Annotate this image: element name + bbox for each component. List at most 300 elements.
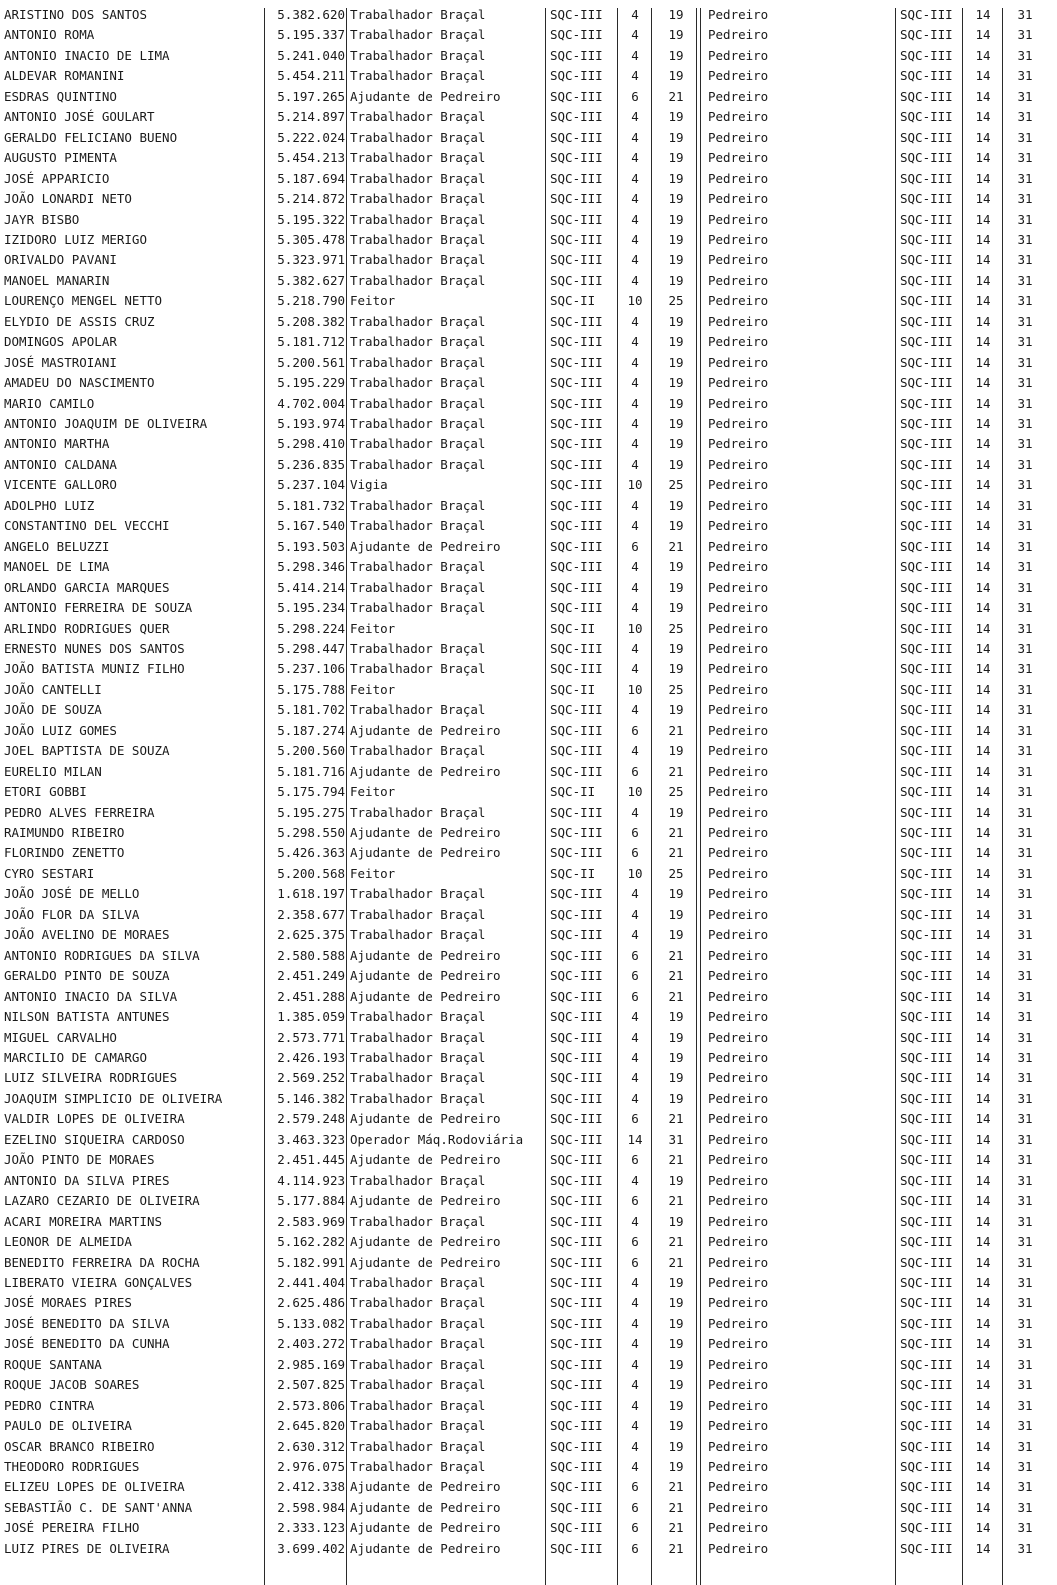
new-reference: SQC-III — [900, 927, 953, 943]
registration-number: 5.181.702 — [277, 702, 345, 718]
new-grade: 31 — [1017, 416, 1033, 431]
new-reference: SQC-III — [900, 477, 953, 493]
new-grade: 31 — [1017, 272, 1033, 288]
new-level: 14 — [975, 191, 991, 206]
employee-name: JOSÉ BENEDITO DA CUNHA — [4, 1336, 170, 1352]
table-row — [0, 1416, 1057, 1436]
new-level: 14 — [975, 27, 991, 43]
current-reference: SQC-III — [550, 1356, 603, 1372]
current-role: Trabalhador Braçal — [350, 743, 486, 759]
table-row — [0, 250, 1057, 270]
current-grade: 25 — [668, 477, 684, 493]
registration-number: 4.702.004 — [277, 395, 345, 411]
new-grade: 31 — [1017, 252, 1033, 268]
current-role: Trabalhador Braçal — [350, 211, 486, 227]
new-level: 14 — [975, 68, 991, 84]
employee-name: LIBERATO VIEIRA GONÇALVES — [4, 1274, 193, 1290]
current-reference: SQC-III — [550, 129, 603, 145]
employee-name: JOÃO AVELINO DE MORAES — [4, 927, 170, 943]
current-role: Ajudante de Pedreiro — [350, 1499, 501, 1515]
new-level: 14 — [975, 231, 991, 247]
table-row — [0, 332, 1057, 352]
new-reference: SQC-III — [900, 1459, 953, 1474]
new-grade: 31 — [1017, 1029, 1033, 1045]
new-grade: 31 — [1017, 1172, 1033, 1188]
new-reference: SQC-III — [900, 743, 953, 759]
new-level: 14 — [975, 804, 991, 820]
current-reference: SQC-III — [550, 579, 603, 595]
current-grade: 19 — [668, 1213, 684, 1229]
current-grade: 25 — [668, 681, 684, 697]
current-role: Feitor — [350, 681, 396, 697]
new-grade: 31 — [1017, 109, 1033, 125]
new-reference: SQC-III — [900, 1009, 953, 1024]
new-grade: 31 — [1017, 1050, 1033, 1065]
employee-name: ANTONIO DA SILVA PIRES — [4, 1172, 170, 1188]
current-grade: 21 — [668, 1152, 684, 1168]
new-level: 14 — [975, 1213, 991, 1229]
current-grade: 21 — [668, 538, 684, 554]
current-grade: 21 — [668, 968, 684, 984]
current-role: Feitor — [350, 865, 396, 881]
new-level: 14 — [975, 1438, 991, 1454]
current-grade: 25 — [668, 784, 684, 800]
current-level: 4 — [631, 7, 639, 22]
current-level: 4 — [631, 1356, 639, 1372]
table-row — [0, 557, 1057, 577]
current-grade: 19 — [668, 109, 684, 125]
current-grade: 21 — [668, 845, 684, 861]
new-reference: SQC-III — [900, 150, 953, 166]
new-role: Pedreiro — [708, 865, 769, 881]
table-row — [0, 25, 1057, 45]
new-grade: 31 — [1017, 68, 1033, 84]
new-role: Pedreiro — [708, 1111, 769, 1127]
new-grade: 31 — [1017, 1234, 1033, 1249]
new-reference: SQC-III — [900, 1213, 953, 1229]
registration-number: 5.426.363 — [277, 845, 345, 861]
new-reference: SQC-III — [900, 763, 953, 779]
new-role: Pedreiro — [708, 1356, 769, 1372]
new-grade: 31 — [1017, 27, 1033, 43]
new-reference: SQC-III — [900, 804, 953, 820]
employee-name: ANTONIO RODRIGUES DA SILVA — [4, 947, 200, 963]
new-reference: SQC-III — [900, 1336, 953, 1352]
current-level: 4 — [631, 640, 639, 656]
table-row — [0, 1130, 1057, 1150]
current-role: Ajudante de Pedreiro — [350, 763, 501, 779]
current-level: 10 — [627, 293, 643, 309]
new-grade: 31 — [1017, 191, 1033, 206]
registration-number: 5.200.561 — [277, 354, 345, 370]
current-level: 4 — [631, 416, 639, 431]
employee-name: MIGUEL CARVALHO — [4, 1029, 117, 1045]
current-reference: SQC-III — [550, 313, 603, 329]
employee-name: ANTONIO JOSÉ GOULART — [4, 109, 155, 125]
current-level: 6 — [631, 1540, 639, 1556]
current-role: Trabalhador Braçal — [350, 395, 486, 411]
table-row — [0, 1150, 1057, 1170]
employee-name: JOÃO DE SOUZA — [4, 702, 102, 718]
registration-number: 2.573.771 — [277, 1029, 345, 1045]
new-reference: SQC-III — [900, 702, 953, 718]
registration-number: 5.182.991 — [277, 1254, 345, 1270]
new-level: 14 — [975, 743, 991, 759]
table-row — [0, 434, 1057, 454]
new-level: 14 — [975, 518, 991, 534]
current-reference: SQC-III — [550, 354, 603, 370]
new-reference: SQC-III — [900, 7, 953, 22]
new-grade: 31 — [1017, 1520, 1033, 1536]
new-grade: 31 — [1017, 600, 1033, 615]
table-row — [0, 496, 1057, 516]
employee-name: LUIZ SILVEIRA RODRIGUES — [4, 1070, 178, 1086]
table-row — [0, 1498, 1057, 1518]
current-role: Ajudante de Pedreiro — [350, 1254, 501, 1270]
current-level: 14 — [627, 1131, 643, 1147]
current-grade: 19 — [668, 559, 684, 575]
current-reference: SQC-III — [550, 1479, 603, 1495]
current-role: Ajudante de Pedreiro — [350, 722, 501, 738]
current-role: Trabalhador Braçal — [350, 436, 486, 452]
current-role: Trabalhador Braçal — [350, 456, 486, 472]
current-role: Trabalhador Braçal — [350, 313, 486, 329]
current-reference: SQC-III — [550, 1295, 603, 1311]
employee-name: AUGUSTO PIMENTA — [4, 150, 117, 166]
new-reference: SQC-III — [900, 988, 953, 1004]
current-level: 4 — [631, 927, 639, 943]
current-level: 6 — [631, 88, 639, 104]
current-level: 4 — [631, 1295, 639, 1311]
new-level: 14 — [975, 1499, 991, 1515]
employee-name: ALDEVAR ROMANINI — [4, 68, 125, 84]
current-level: 6 — [631, 947, 639, 963]
employee-name: GERALDO FELICIANO BUENO — [4, 129, 178, 145]
current-reference: SQC-III — [550, 1459, 603, 1474]
current-reference: SQC-III — [550, 1029, 603, 1045]
table-row — [0, 66, 1057, 86]
table-row — [0, 884, 1057, 904]
new-grade: 31 — [1017, 804, 1033, 820]
current-level: 6 — [631, 1479, 639, 1495]
new-role: Pedreiro — [708, 1234, 769, 1249]
current-grade: 21 — [668, 988, 684, 1004]
new-level: 14 — [975, 7, 991, 22]
new-reference: SQC-III — [900, 1520, 953, 1536]
new-grade: 31 — [1017, 47, 1033, 63]
current-grade: 19 — [668, 1377, 684, 1393]
employee-name: ADOLPHO LUIZ — [4, 497, 95, 513]
new-level: 14 — [975, 1459, 991, 1474]
table-row — [0, 905, 1057, 925]
employee-name: PEDRO ALVES FERREIRA — [4, 804, 155, 820]
new-grade: 31 — [1017, 1070, 1033, 1086]
current-level: 4 — [631, 600, 639, 615]
registration-number: 5.175.788 — [277, 681, 345, 697]
registration-number: 3.463.323 — [277, 1131, 345, 1147]
new-role: Pedreiro — [708, 559, 769, 575]
new-role: Pedreiro — [708, 456, 769, 472]
current-role: Trabalhador Braçal — [350, 1295, 486, 1311]
current-grade: 19 — [668, 354, 684, 370]
employee-name: ANTONIO INACIO DE LIMA — [4, 47, 170, 63]
registration-number: 5.305.478 — [277, 231, 345, 247]
current-role: Trabalhador Braçal — [350, 1070, 486, 1086]
table-row — [0, 1334, 1057, 1354]
new-level: 14 — [975, 334, 991, 350]
new-grade: 31 — [1017, 1479, 1033, 1495]
new-role: Pedreiro — [708, 1070, 769, 1086]
current-grade: 19 — [668, 927, 684, 943]
employee-name: ANTONIO CALDANA — [4, 456, 117, 472]
current-reference: SQC-III — [550, 559, 603, 575]
employee-name: ORIVALDO PAVANI — [4, 252, 117, 268]
new-level: 14 — [975, 1540, 991, 1556]
new-level: 14 — [975, 416, 991, 431]
new-grade: 31 — [1017, 497, 1033, 513]
employee-name: NILSON BATISTA ANTUNES — [4, 1009, 170, 1024]
new-level: 14 — [975, 1090, 991, 1106]
current-grade: 19 — [668, 375, 684, 391]
new-reference: SQC-III — [900, 1377, 953, 1393]
new-grade: 31 — [1017, 1356, 1033, 1372]
registration-number: 5.208.382 — [277, 313, 345, 329]
registration-number: 5.298.550 — [277, 825, 345, 840]
new-reference: SQC-III — [900, 1499, 953, 1515]
employee-name: DOMINGOS APOLAR — [4, 334, 117, 350]
registration-number: 5.181.716 — [277, 763, 345, 779]
registration-number: 3.699.402 — [277, 1540, 345, 1556]
registration-number: 5.193.503 — [277, 538, 345, 554]
new-level: 14 — [975, 272, 991, 288]
current-reference: SQC-III — [550, 1274, 603, 1290]
table-row — [0, 721, 1057, 741]
current-reference: SQC-III — [550, 804, 603, 820]
employee-name: ANTONIO INACIO DA SILVA — [4, 988, 178, 1004]
current-level: 4 — [631, 497, 639, 513]
new-level: 14 — [975, 109, 991, 125]
current-grade: 21 — [668, 763, 684, 779]
employee-name: ANTONIO ROMA — [4, 27, 95, 43]
new-role: Pedreiro — [708, 211, 769, 227]
new-role: Pedreiro — [708, 293, 769, 309]
current-reference: SQC-II — [550, 784, 596, 800]
new-role: Pedreiro — [708, 1377, 769, 1393]
employee-name: CONSTANTINO DEL VECCHI — [4, 518, 170, 534]
new-grade: 31 — [1017, 743, 1033, 759]
employee-name: VALDIR LOPES DE OLIVEIRA — [4, 1111, 185, 1127]
current-level: 4 — [631, 1090, 639, 1106]
current-role: Feitor — [350, 293, 396, 309]
new-reference: SQC-III — [900, 600, 953, 615]
current-level: 4 — [631, 354, 639, 370]
current-level: 4 — [631, 1418, 639, 1433]
employee-name: IZIDORO LUIZ MERIGO — [4, 231, 147, 247]
current-role: Feitor — [350, 620, 396, 636]
table-row — [0, 1396, 1057, 1416]
new-level: 14 — [975, 1356, 991, 1372]
current-reference: SQC-III — [550, 416, 603, 431]
new-reference: SQC-III — [900, 518, 953, 534]
employee-name: SEBASTIÃO C. DE SANT'ANNA — [4, 1499, 193, 1515]
new-reference: SQC-III — [900, 129, 953, 145]
new-grade: 31 — [1017, 1131, 1033, 1147]
current-reference: SQC-II — [550, 293, 596, 309]
table-row — [0, 741, 1057, 761]
table-row — [0, 87, 1057, 107]
new-level: 14 — [975, 1111, 991, 1127]
new-role: Pedreiro — [708, 313, 769, 329]
current-level: 4 — [631, 211, 639, 227]
employee-name: JOÃO LONARDI NETO — [4, 191, 132, 206]
current-role: Trabalhador Braçal — [350, 334, 486, 350]
current-level: 4 — [631, 1397, 639, 1413]
new-reference: SQC-III — [900, 1172, 953, 1188]
employee-name: JOSÉ MASTROIANI — [4, 354, 117, 370]
registration-number: 2.333.123 — [277, 1520, 345, 1536]
new-reference: SQC-III — [900, 579, 953, 595]
registration-number: 2.507.825 — [277, 1377, 345, 1393]
employee-name: OSCAR BRANCO RIBEIRO — [4, 1438, 155, 1454]
new-role: Pedreiro — [708, 1295, 769, 1311]
table-row — [0, 230, 1057, 250]
new-grade: 31 — [1017, 129, 1033, 145]
current-role: Trabalhador Braçal — [350, 640, 486, 656]
new-level: 14 — [975, 927, 991, 943]
current-reference: SQC-III — [550, 68, 603, 84]
current-role: Ajudante de Pedreiro — [350, 1193, 501, 1209]
new-reference: SQC-III — [900, 722, 953, 738]
employee-name: JOÃO CANTELLI — [4, 681, 102, 697]
new-grade: 31 — [1017, 88, 1033, 104]
employee-name: JOSÉ BENEDITO DA SILVA — [4, 1315, 170, 1331]
new-role: Pedreiro — [708, 1254, 769, 1270]
table-row — [0, 946, 1057, 966]
current-level: 4 — [631, 1050, 639, 1065]
current-reference: SQC-III — [550, 702, 603, 718]
new-grade: 31 — [1017, 1397, 1033, 1413]
registration-number: 5.218.790 — [277, 293, 345, 309]
new-level: 14 — [975, 129, 991, 145]
current-reference: SQC-III — [550, 456, 603, 472]
employee-name: BENEDITO FERREIRA DA ROCHA — [4, 1254, 200, 1270]
employee-name: JOEL BAPTISTA DE SOUZA — [4, 743, 170, 759]
current-grade: 21 — [668, 1479, 684, 1495]
new-level: 14 — [975, 150, 991, 166]
current-role: Trabalhador Braçal — [350, 1213, 486, 1229]
current-reference: SQC-III — [550, 191, 603, 206]
current-role: Ajudante de Pedreiro — [350, 947, 501, 963]
current-grade: 19 — [668, 313, 684, 329]
new-grade: 31 — [1017, 7, 1033, 22]
current-level: 6 — [631, 1152, 639, 1168]
table-row — [0, 1437, 1057, 1457]
current-role: Trabalhador Braçal — [350, 231, 486, 247]
new-grade: 31 — [1017, 293, 1033, 309]
current-role: Trabalhador Braçal — [350, 1397, 486, 1413]
registration-number: 5.237.104 — [277, 477, 345, 493]
current-grade: 19 — [668, 518, 684, 534]
current-reference: SQC-III — [550, 1254, 603, 1270]
new-level: 14 — [975, 763, 991, 779]
new-level: 14 — [975, 620, 991, 636]
new-reference: SQC-III — [900, 1254, 953, 1270]
current-role: Trabalhador Braçal — [350, 702, 486, 718]
current-role: Trabalhador Braçal — [350, 1418, 486, 1433]
registration-number: 2.441.404 — [277, 1274, 345, 1290]
new-role: Pedreiro — [708, 1213, 769, 1229]
current-role: Trabalhador Braçal — [350, 518, 486, 534]
registration-number: 4.114.923 — [277, 1172, 345, 1188]
table-row — [0, 1375, 1057, 1395]
current-reference: SQC-III — [550, 88, 603, 104]
current-reference: SQC-III — [550, 906, 603, 922]
new-level: 14 — [975, 497, 991, 513]
new-level: 14 — [975, 354, 991, 370]
current-reference: SQC-III — [550, 825, 603, 840]
current-level: 6 — [631, 968, 639, 984]
current-role: Trabalhador Braçal — [350, 7, 486, 22]
new-reference: SQC-III — [900, 1090, 953, 1106]
table-row — [0, 1028, 1057, 1048]
registration-number: 5.298.346 — [277, 559, 345, 575]
current-grade: 19 — [668, 1029, 684, 1045]
new-grade: 31 — [1017, 1438, 1033, 1454]
new-level: 14 — [975, 559, 991, 575]
new-reference: SQC-III — [900, 1111, 953, 1127]
registration-number: 2.569.252 — [277, 1070, 345, 1086]
current-reference: SQC-III — [550, 640, 603, 656]
current-reference: SQC-III — [550, 1152, 603, 1168]
new-role: Pedreiro — [708, 1438, 769, 1454]
new-role: Pedreiro — [708, 497, 769, 513]
current-role: Vigia — [350, 477, 388, 493]
current-grade: 19 — [668, 272, 684, 288]
employee-name: ERNESTO NUNES DOS SANTOS — [4, 640, 185, 656]
new-reference: SQC-III — [900, 886, 953, 902]
table-row — [0, 578, 1057, 598]
new-role: Pedreiro — [708, 47, 769, 63]
employee-name: EZELINO SIQUEIRA CARDOSO — [4, 1131, 185, 1147]
current-role: Trabalhador Braçal — [350, 1459, 486, 1474]
current-level: 6 — [631, 1254, 639, 1270]
table-row — [0, 987, 1057, 1007]
employee-name: AMADEU DO NASCIMENTO — [4, 375, 155, 391]
current-role: Feitor — [350, 784, 396, 800]
new-role: Pedreiro — [708, 1520, 769, 1536]
current-grade: 19 — [668, 1315, 684, 1331]
current-grade: 19 — [668, 640, 684, 656]
current-role: Trabalhador Braçal — [350, 170, 486, 186]
employee-name: MANOEL MANARIN — [4, 272, 110, 288]
current-role: Trabalhador Braçal — [350, 416, 486, 431]
new-grade: 31 — [1017, 1418, 1033, 1433]
table-row — [0, 107, 1057, 127]
new-grade: 31 — [1017, 579, 1033, 595]
new-reference: SQC-III — [900, 231, 953, 247]
employee-name: LEONOR DE ALMEIDA — [4, 1234, 132, 1249]
current-role: Trabalhador Braçal — [350, 906, 486, 922]
table-row — [0, 1253, 1057, 1273]
new-role: Pedreiro — [708, 27, 769, 43]
current-level: 4 — [631, 1029, 639, 1045]
current-reference: SQC-III — [550, 1540, 603, 1556]
table-row — [0, 598, 1057, 618]
new-grade: 31 — [1017, 988, 1033, 1004]
current-role: Trabalhador Braçal — [350, 927, 486, 943]
new-role: Pedreiro — [708, 88, 769, 104]
table-row — [0, 312, 1057, 332]
